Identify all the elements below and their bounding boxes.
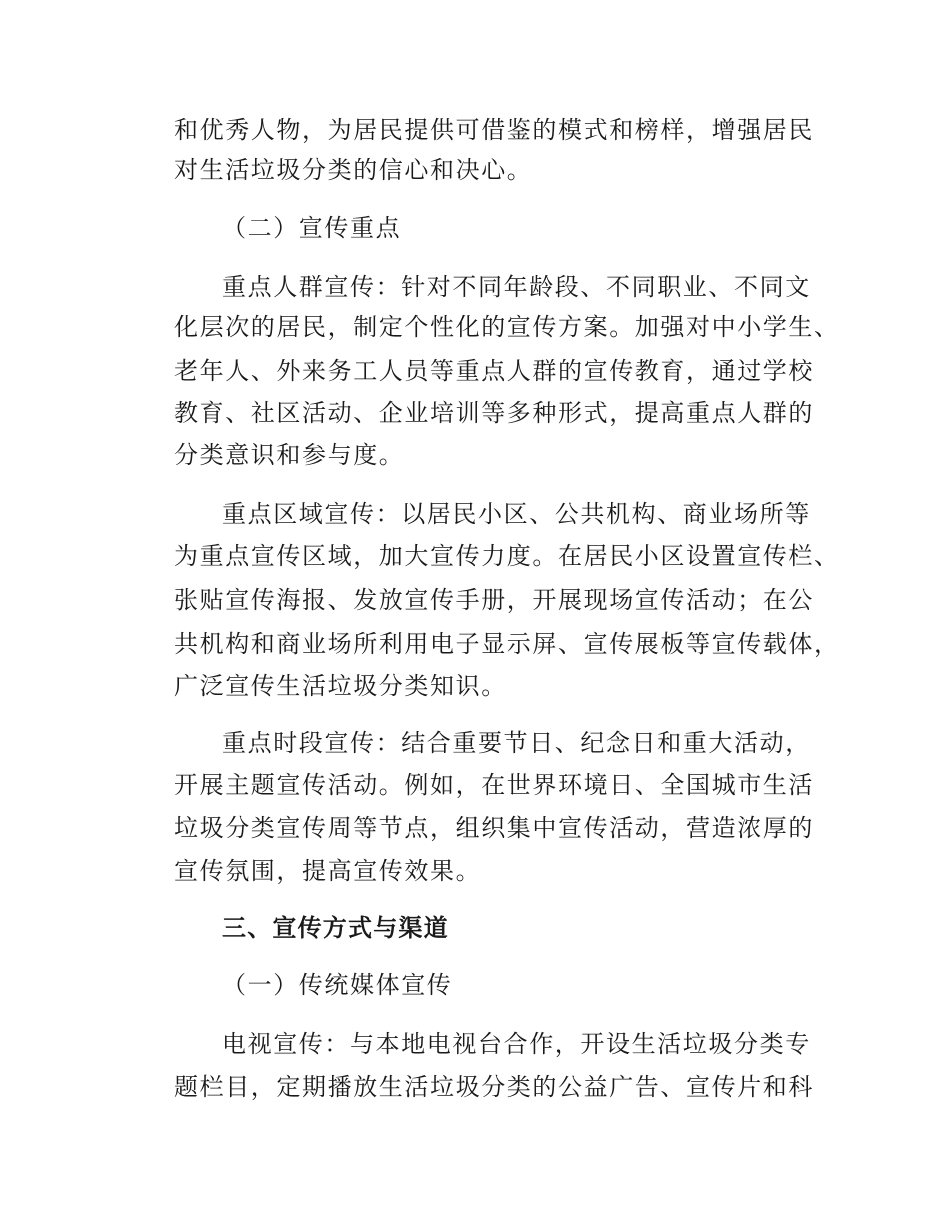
section-heading-focus: （二）宣传重点 [222,214,402,242]
text-line: 分类意识和参与度。 [174,441,405,469]
text-line: 重点区域宣传：以居民小区、公共机构、商业场所等 [222,500,811,528]
text-line: 为重点宣传区域，加大宣传力度。在居民小区设置宣传栏、 [174,542,840,570]
chapter-heading-methods: 三、宣传方式与渠道 [222,914,449,942]
text-line: 广泛宣传生活垃圾分类知识。 [174,672,507,700]
section-heading-traditional-media: （一）传统媒体宣传 [222,971,453,999]
text-line: 宣传氛围，提高宣传效果。 [174,857,482,885]
text-line: 共机构和商业场所利用电子显示屏、宣传展板等宣传载体， [174,630,840,658]
text-line: 题栏目，定期播放生活垃圾分类的公益广告、宣传片和科 [174,1073,814,1101]
text-line: 化层次的居民，制定个性化的宣传方案。加强对中小学生、 [174,313,840,341]
text-line: 垃圾分类宣传周等节点，组织集中宣传活动，营造浓厚的 [174,814,814,842]
text-line: 开展主题宣传活动。例如，在世界环境日、全国城市生活 [174,771,814,799]
text-line: 对生活垃圾分类的信心和决心。 [174,156,533,184]
text-line: 重点时段宣传：结合重要节日、纪念日和重大活动， [222,729,811,757]
text-line: 老年人、外来务工人员等重点人群的宣传教育，通过学校 [174,357,814,385]
text-line: 和优秀人物，为居民提供可借鉴的模式和榜样，增强居民 [174,116,814,144]
text-line: 教育、社区活动、企业培训等多种形式，提高重点人群的 [174,399,814,427]
text-line: 重点人群宣传：针对不同年龄段、不同职业、不同文 [222,273,811,301]
text-line: 电视宣传：与本地电视台合作，开设生活垃圾分类专 [222,1030,811,1058]
text-line: 张贴宣传海报、发放宣传手册，开展现场宣传活动；在公 [174,586,814,614]
